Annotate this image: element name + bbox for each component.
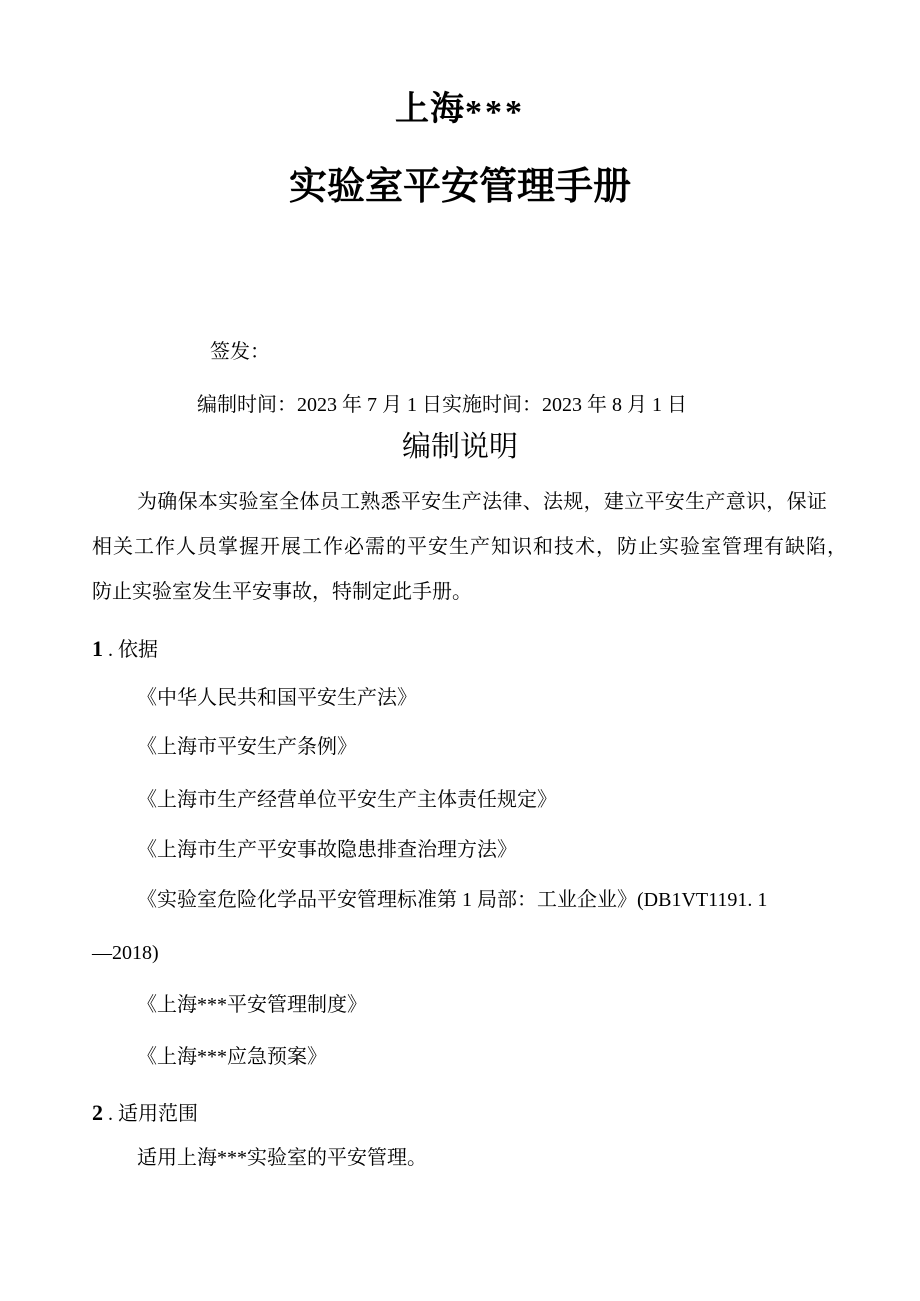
reference-item: 《上海***应急预案》 bbox=[137, 1046, 327, 1068]
reference-item: 《中华人民共和国平安生产法》 bbox=[137, 687, 417, 709]
reference-item: 《上海市平安生产条例》 bbox=[137, 736, 357, 758]
reference-item: 《上海市生产经营单位平安生产主体责任规定》 bbox=[137, 789, 557, 811]
reference-item-continuation: —2018) bbox=[92, 942, 159, 964]
section-1-title: . 依据 bbox=[103, 639, 158, 661]
doc-subtitle: 实验室平安管理手册 bbox=[288, 166, 631, 208]
sign-line: 签发： bbox=[210, 341, 270, 363]
doc-title-text: 上海 bbox=[395, 91, 465, 128]
doc-title bbox=[0, 90, 920, 131]
intro-line: 相关工作人员掌握开展工作必需的平安生产知识和技术，防止实验室管理有缺陷， bbox=[92, 536, 848, 558]
section-2-heading bbox=[92, 1090, 198, 1137]
section-1-heading bbox=[92, 626, 158, 673]
doc-title-stars: *** bbox=[465, 94, 525, 132]
section-2-title: . 适用范围 bbox=[103, 1103, 198, 1125]
reference-item: 《上海***平安管理制度》 bbox=[137, 994, 367, 1016]
reference-item: 《上海市生产平安事故隐患排查治理方法》 bbox=[137, 839, 517, 861]
intro-paragraph bbox=[92, 480, 850, 615]
dates-line: 编制时间：2023 年 7 月 1 日实施时间：2023 年 8 月 1 日 bbox=[197, 394, 687, 416]
section-heading: 编制说明 bbox=[401, 431, 518, 463]
intro-line: 防止实验室发生平安事故，特制定此手册。 bbox=[92, 581, 472, 603]
section-1-number: 1 bbox=[92, 636, 103, 661]
section-2-body: 适用上海***实验室的平安管理。 bbox=[137, 1147, 427, 1169]
reference-item: 《实验室危险化学品平安管理标准第 1 局部：工业企业》(DB1VT1191. 1 bbox=[137, 889, 768, 911]
intro-line: 为确保本实验室全体员工熟悉平安生产法律、法规，建立平安生产意识，保证 bbox=[137, 491, 828, 513]
section-2-number: 2 bbox=[92, 1100, 103, 1125]
